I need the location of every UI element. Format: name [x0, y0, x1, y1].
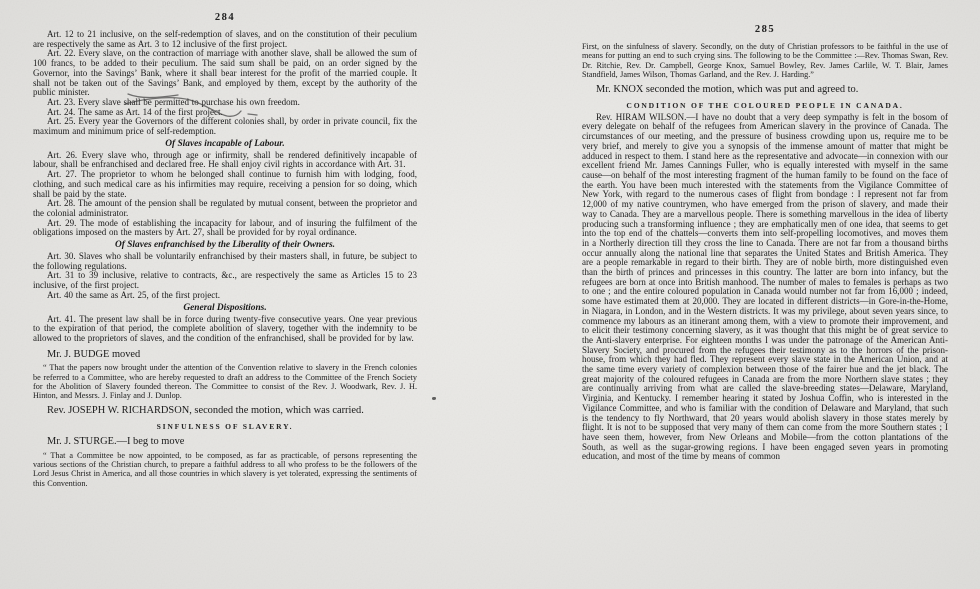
- heading-condition-coloured-people-canada: CONDITION OF THE COLOURED PEOPLE IN CANADA.: [626, 100, 904, 110]
- article-31-to-39: Art. 31 to 39 inclusive, relative to contracts, &c., are respectively the same as Articles 15 to 23 inclusive, of the first project.: [33, 270, 417, 291]
- heading-slaves-incapable-of-labour: Of Slaves incapable of Labour.: [165, 138, 285, 149]
- speaker-budge-moved: Mr. J. BUDGE moved: [47, 348, 141, 360]
- article-25: Art. 25. Every year the Governors of the different colonies shall, by order in private council, fix the maximum and minimum price of self-redemption.: [33, 116, 417, 137]
- article-41: Art. 41. The present law shall be in force during twenty-five consecutive years. One year previous to the expiration of that period, the complete abolition of slavery, together with the indemnity to be allowed to the proprietors of slaves, and the condition of the enfranchised, shall be provided for by law.: [33, 313, 417, 343]
- resolution-quote-christian-committee: “ That a Committee be now appointed, to be composed, as far as practicable, of persons representing the various sections of the Christian church, to prepare a faithful address to all who profess to be the followers of the Lord Jesus Christ in America, and all those countries in which slavery is yet tolerated, expressing the sentiments of this Convention.: [33, 450, 417, 488]
- heading-general-dispositions: General Dispositions.: [183, 302, 267, 313]
- speaker-richardson-seconded: Rev. JOSEPH W. RICHARDSON, seconded the motion, which was carried.: [47, 405, 364, 417]
- heading-sinfulness-of-slavery: SINFULNESS OF SLAVERY.: [156, 422, 294, 432]
- article-24: Art. 24. The same as Art. 14 of the first project.: [47, 106, 223, 117]
- article-22: Art. 22. Every slave, on the contraction of marriage with another slave, shall be allowed the sum of 100 francs, to be added to their peculium. The said sum shall be paid, on an order signed by the Governor, into the Savings’ Bank, where it shall bear interest for the profit of the married couple. It shall not be taken out of the Savings’ Bank, and employed by them, except by the authority of the public minister.: [33, 48, 417, 98]
- article-23: Art. 23. Every slave shall be permitted to purchase his own freedom.: [47, 96, 300, 107]
- article-30: Art. 30. Slaves who shall be voluntarily enfranchised by their masters shall, in future, be subject to the following regulations.: [33, 251, 417, 271]
- article-28: Art. 28. The amount of the pension shall be regulated by mutual consent, between the proprietor and the colonial administrator.: [33, 198, 417, 218]
- speaker-sturge-move: Mr. J. STURGE.—I beg to move: [47, 436, 185, 448]
- resolution-quote-continuation: First, on the sinfulness of slavery. Secondly, on the duty of Christian professors to be faithful in the use of means for putting an end to such crying sins. The following to be the Committee :—Rev. Thomas Swan, Rev. Dr. Ritchie, Rev. Dr. Campbell, George Knox, Samuel Bowley, Rev. James Carlile, W. T. Blair, James Standfield, James Wilson, Thomas Garland, and the Rev. J. Harding.”: [582, 42, 948, 79]
- article-40: Art. 40 the same as Art. 25, of the first project.: [47, 289, 220, 300]
- article-27: Art. 27. The proprietor to whom he belonged shall continue to furnish him with lodging, food, clothing, and such medical care as his infirmities may require, receiving a pension for so doing, which shall be paid by the state.: [33, 169, 417, 199]
- speaker-knox-seconded: Mr. KNOX seconded the motion, which was put and agreed to.: [596, 84, 859, 96]
- page-left-284: [33, 12, 417, 490]
- speech-hiram-wilson: Rev. HIRAM WILSON.—I have no doubt that a very deep sympathy is felt in the bosom of every delegate on behalf of the refugees from American slavery in the province of Canada. The circumstances of our meeting, and the pressure of business crowding upon us, require me to be very brief, and merely to give you a synopsis of the immense amount of matter that might be adduced in respect to them. I stand here as the representative and advocate—in connexion with our excellent friend Mr. James Cannings Fuller, who is equally interested with myself in the same cause—on behalf of the most interesting fragment of the human family to be found on the face of the earth. You have been much interested with the statements from the Vigilance Committee of New York, with regard to the numerous cases of flight from bondage : I represent not far from 12,000 of my native countrymen, who have emerged from the prison of slavery, and made their way to Canada. They are a marvellous people. There is something marvellous in the idea of liberty producing such a transforming influence ; they are emphatically men of one idea, that seems to get into the top end of the chattels—converts them into self-propelling locomotives, and moves them in a Northerly direction till they cross the line to Canada. There are not far from a thousand births occur annually along the national line that separates the United States and British America. They are a people remarkable in regard to their birth. They are of noble birth, more distinguished even than the birth of princes and princesses in this country. The latter are born into infancy, but the refugees are born at once into British manhood. The number of males to females is perhaps as two to one ; and the entire coloured population in Canada would number not far from 16,000 ; indeed, some have estimated them at 20,000. They are located in different districts—in Gore-in-the-Home, in Niagara, in London, and in the Western districts. It was my privilege, about seven years since, to commence my labours as an itinerant among them, with a view to promote their improvement, and to elicit their testimony concerning slavery, as it was thought that this might be of great service to the Anti-slavery enterprise. For eighteen months I was under the patronage of the American Anti-Slavery Society, and procured from the refugees their testimony as to the horrors of the prison-house, from which they had fled. They represent every slave state in the American Union, and at the same time every variety of complexion between those of the fairer hue and the jet black. The great majority of the coloured refugees in Canada are from the more Northern slave states ; they are continually arriving from what are called the slave-breeding states—Delaware, Maryland, Virginia, and Kentucky. I remember hearing it stated by Joshua Coffin, who is interested in the Vigilance Committee, and who is familiar with the condition of Delaware and Maryland, that such is the tendency to fly Northward, that 20 years would abolish slavery in those states merely by flight. It is not to be supposed that very many of them can come from the more Southern states ; I have seen them, however, from New Orleans and Mobile—from the cotton plantations of the South, as well as the sugar-growing regions. I have been engaged seven years in promoting education, and most of the time by means of common: [582, 111, 948, 462]
- page-right-285: [582, 24, 948, 462]
- article-26: Art. 26. Every slave who, through age or infirmity, shall be rendered definitively incapable of labour, shall be enfranchised and declared free. He shall enjoy civil rights in accordance with Art. 31.: [33, 149, 417, 170]
- resolution-quote-french-colonies: “ That the papers now brought under the attention of the Convention relative to slavery in the French colonies be referred to a Committee, who are hereby requested to draft an address to the Committee of the French Society for the Abolition of Slavery founded thereon. The Committee to consist of the Rev. J. Woodwark, Rev. J. H. Hinton, and Messrs. J. Finlay and J. Dunlop.: [33, 363, 417, 401]
- ink-speck: [432, 397, 436, 400]
- page-number-right: 285: [754, 24, 776, 35]
- page-number-left: 284: [214, 12, 236, 23]
- article-12-to-21: Art. 12 to 21 inclusive, on the self-redemption of slaves, and on the constitution of their peculium are respectively the same as Art. 3 to 12 inclusive of the first project.: [33, 29, 417, 49]
- heading-slaves-enfranchised-by-liberality: Of Slaves enfranchised by the Liberality of their Owners.: [114, 240, 336, 251]
- article-29: Art. 29. The mode of establishing the incapacity for labour, and of insuring the fulfilment of the obligations imposed on the masters by Art. 27, shall be provided for by royal ordinance.: [33, 217, 417, 238]
